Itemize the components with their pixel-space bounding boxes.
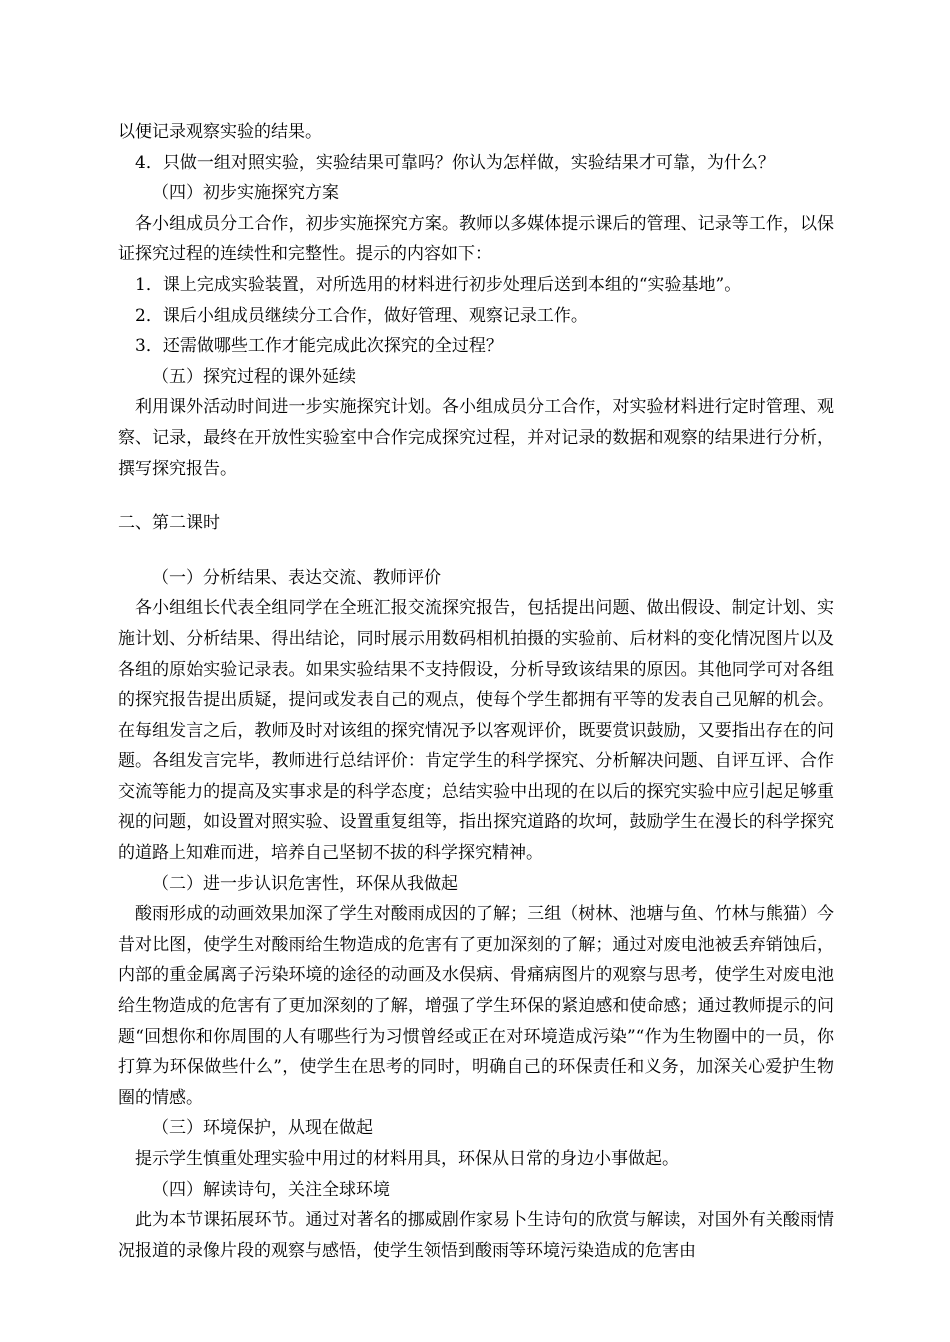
paragraph: 各小组成员分工合作，初步实施探究方案。教师以多媒体提示课后的管理、记录等工作，以保证探究过程的连续性和完整性。提示的内容如下：	[118, 213, 834, 265]
list-item-1: 1．课上完成实验装置，对所选用的材料进行初步处理后送到本组的“实验基地”。	[135, 274, 742, 295]
paragraph: 此为本节课拓展环节。通过对著名的挪威剧作家易卜生诗句的欣赏与解读，对国外有关酸雨情况报道的录像片段的观察与感悟，使学生领悟到酸雨等环境污染造成的危害由	[118, 1210, 834, 1261]
subheading-2-4: （四）解读诗句，关注全球环境	[152, 1179, 390, 1200]
paragraph: 各小组组长代表全组同学在全班汇报交流探究报告，包括提出问题、做出假设、制定计划、实施计划、分析结果、得出结论，同时展示用数码相机拍摄的实验前、后材料的变化情况图片以及各组的原始实验记录表。如果实验结果不支持假设，分析导致该结果的原因。其他同学可对各组的探究报告提出质疑，提问或发表自己的观点，使每个学生都拥有平等的发表自己见解的机会。在每组发言之后，教师及时对该组的探究情况予以客观评价，既要赏识鼓励，又要指出存在的问题。各组发言完毕，教师进行总结评价：肯定学生的科学探究、分析解决问题、自评互评、合作交流等能力的提高及实事求是的科学态度；总结实验中出现的在以后的探究实验中应引起足够重视的问题，如设置对照实验、设置重复组等，指出探究道路的坎坷，鼓励学生在漫长的科学探究的道路上知难而进，培养自己坚韧不拔的科学探究精神。	[118, 598, 834, 864]
paragraph-continuation: 以便记录观察实验的结果。	[118, 122, 322, 142]
subheading-2-3: （三）环境保护，从现在做起	[152, 1118, 373, 1139]
list-item-3: 3．还需做哪些工作才能完成此次探究的全过程？	[135, 336, 503, 357]
subheading-4: （四）初步实施探究方案	[152, 183, 339, 204]
subheading-5: （五）探究过程的课外延续	[152, 366, 356, 387]
question-item-4: 4．只做一组对照实验，实验结果可靠吗？你认为怎样做，实验结果才可靠，为什么？	[135, 152, 775, 173]
paragraph: 提示学生慎重处理实验中用过的材料用具，环保从日常的身边小事做起。	[135, 1149, 679, 1169]
subheading-2-2: （二）进一步认识危害性，环保从我做起	[152, 873, 458, 894]
paragraph: 利用课外活动时间进一步实施探究计划。各小组成员分工合作，对实验材料进行定时管理、观察、记录，最终在开放性实验室中合作完成探究过程，并对记录的数据和观察的结果进行分析，撰写探究报告。	[118, 397, 834, 479]
subheading-2-1: （一）分析结果、表达交流、教师评价	[152, 567, 441, 588]
paragraph: 酸雨形成的动画效果加深了学生对酸雨成因的了解；三组（树林、池塘与鱼、竹林与熊猫）今昔对比图，使学生对酸雨给生物造成的危害有了更加深刻的了解；通过对废电池被丢弃销蚀后，内部的重金属离子污染环境的途径的动画及水俣病、骨痛病图片的观察与思考，使学生对废电池给生物造成的危害有了更加深刻的了解，增强了学生环保的紧迫感和使命感；通过教师提示的问题“回想你和你周围的人有哪些行为习惯曾经或正在对环境造成污染”“作为生物圈中的一员，你打算为环保做些什么”，使学生在思考的同时，明确自己的环保责任和义务，加深关心爱护生物圈的情感。	[118, 904, 834, 1108]
list-item-2: 2．课后小组成员继续分工合作，做好管理、观察记录工作。	[135, 305, 588, 326]
document-page	[118, 117, 834, 1266]
section-title: 二、第二课时	[118, 513, 220, 534]
